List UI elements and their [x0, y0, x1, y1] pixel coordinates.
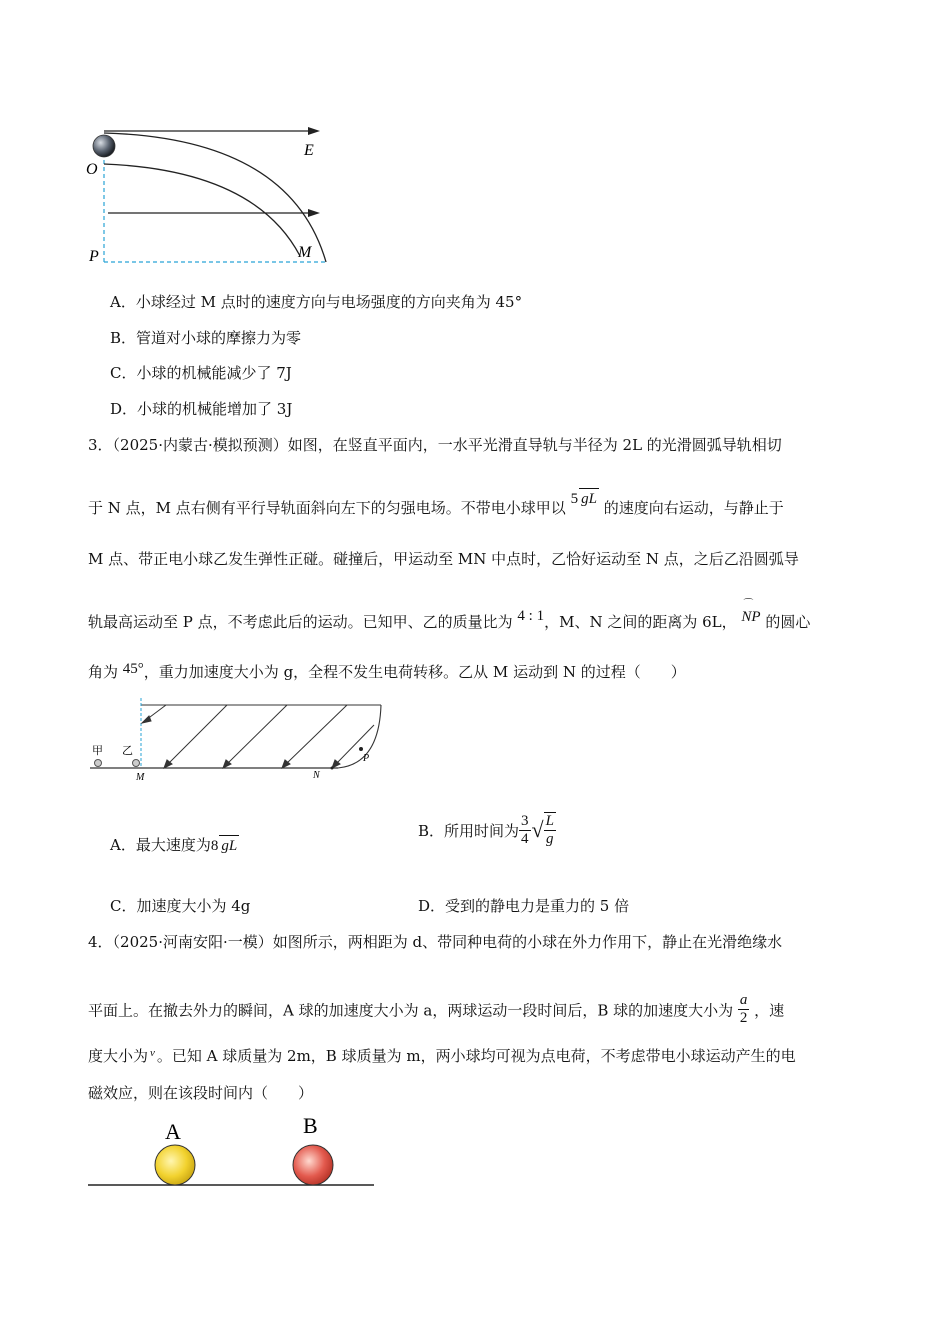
question-text: 平面上。在撤去外力的瞬间，A 球的加速度大小为 a，两球运动一段时间后，B 球的加速度大小为 [88, 1001, 734, 1020]
question-source: （2025·内蒙古·模拟预测） [112, 436, 288, 454]
question-text: 度大小为 [88, 1047, 149, 1065]
ball-jia [95, 760, 102, 767]
label-P: P [89, 248, 99, 265]
option-d[interactable]: D．受到的静电力是重力的 5 倍 [418, 897, 630, 915]
figure-two-balls [86, 1108, 386, 1192]
question-text: ，M、N 之间的距离为 6L， [544, 613, 737, 631]
arc-NP: ⌒ NP [741, 599, 761, 625]
option-a[interactable]: A．最大速度为8 gL [110, 836, 238, 854]
q3-line-2 [88, 491, 784, 519]
label-M: M [136, 772, 145, 783]
sqrt: √ [531, 817, 544, 842]
option-c[interactable]: C．小球的机械能减少了 7J [110, 364, 292, 382]
formula: 5 gL [571, 491, 599, 507]
ball-B [293, 1145, 333, 1185]
q3-line-4 [88, 599, 811, 633]
q3-line-3: M 点、带正电小球乙发生弹性正碰。碰撞后，甲运动至 MN 中点时，乙恰好运动至 N 点，之后乙沿圆弧导 [88, 550, 799, 568]
tube-inner [104, 164, 300, 256]
variable: v [150, 1047, 155, 1059]
ratio: 4 : 1 [517, 608, 545, 624]
question-text: 如图，在竖直平面内，一水平光滑直导轨与半径为 2L 的光滑圆弧导轨相切 [287, 436, 782, 454]
fraction: $\frac{3}{4}$ [521, 812, 529, 847]
label-P: P [363, 753, 370, 764]
question-source: （2025·河南安阳·一模） [112, 933, 273, 951]
option-c[interactable]: C．加速度大小为 4g [110, 897, 251, 915]
question-text: ，速 [754, 1001, 785, 1020]
label-A: A [165, 1119, 181, 1144]
arrow-head [308, 127, 320, 135]
question-text: 的速度向右运动，与静止于 [603, 499, 784, 517]
label-B: B [303, 1113, 318, 1138]
q4-line-3 [88, 1046, 796, 1068]
fraction: $\frac{L}{g}$ [545, 813, 554, 847]
q4-line-2 [88, 994, 784, 1029]
question-text: 于 N 点，M 点右侧有平行导轨面斜向左下的匀强电场。不带电小球甲以 [88, 499, 566, 517]
question-text: 轨最高运动至 P 点，不考虑此后的运动。已知甲、乙的质量比为 [88, 613, 513, 631]
label-N: N [313, 770, 320, 781]
ball-A [155, 1145, 195, 1185]
question-text: 角为 [88, 663, 119, 681]
point-P [359, 747, 363, 751]
figure-rail-field [86, 696, 386, 788]
q4-line-4: 磁效应，则在该段时间内（ ） [88, 1084, 314, 1102]
ball [93, 135, 115, 157]
point-N [331, 767, 334, 770]
label-M: M [298, 244, 312, 261]
arrow-head [308, 209, 320, 217]
q4-line-1 [88, 932, 782, 952]
q3-line-1 [88, 435, 782, 455]
question-text: 。已知 A 球质量为 2m，B 球质量为 m，两小球均可视为点电荷，不考虑带电小球运动产生的电 [156, 1047, 796, 1065]
question-text: 的圆心 [765, 613, 811, 631]
label-yi: 乙 [122, 744, 133, 757]
ball-yi [133, 760, 140, 767]
arc-rail [338, 705, 381, 768]
label-E: E [304, 142, 314, 159]
label-jia: 甲 [92, 744, 103, 757]
option-b[interactable]: B．所用时间为 $\frac{3}{4}$ √ $\frac{L}{g}$ [418, 812, 554, 847]
label-O: O [86, 161, 98, 178]
option-a[interactable]: A．小球经过 M 点时的速度方向与电场强度的方向夹角为 45° [110, 293, 523, 311]
question-text: ，重力加速度大小为 g，全程不发生电荷转移。乙从 M 运动到 N 的过程（ ） [143, 663, 686, 681]
angle: 45° [122, 661, 144, 677]
option-d[interactable]: D．小球的机械能增加了 3J [110, 400, 293, 418]
fraction: $\frac{a}{2}$ [739, 992, 748, 1026]
formula: 8 gL [211, 838, 239, 854]
question-number: 3． [88, 436, 113, 454]
question-text: 如图所示，两相距为 d、带同种电荷的小球在外力作用下，静止在光滑绝缘水 [272, 933, 783, 951]
q3-line-5 [88, 662, 686, 683]
figure-tube-field [80, 118, 340, 278]
option-b[interactable]: B．管道对小球的摩擦力为零 [110, 329, 302, 347]
question-number: 4． [88, 933, 113, 951]
sqrt-gL: gL [579, 488, 599, 509]
